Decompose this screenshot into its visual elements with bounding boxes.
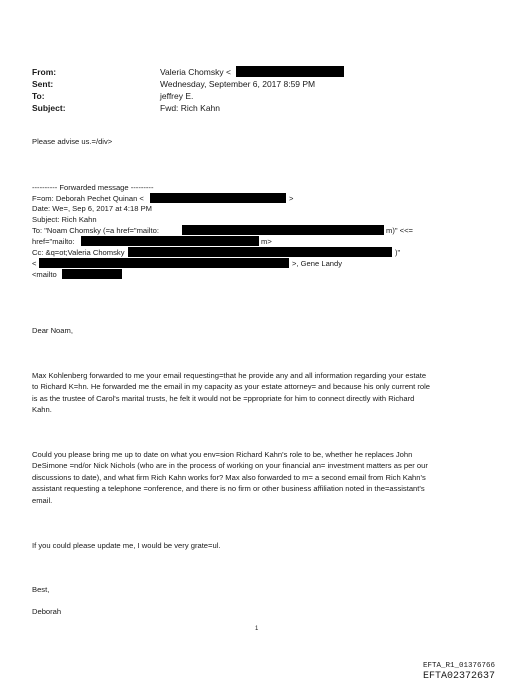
body-paragraph-3: If you could please update me, I would be very grate=ul. bbox=[32, 541, 221, 550]
fwd-lt-line: < bbox=[32, 259, 37, 268]
signature: Deborah bbox=[32, 607, 62, 616]
redaction-bar bbox=[128, 247, 392, 257]
redaction-bar bbox=[182, 225, 384, 235]
fwd-to-line: To: "Noam Chomsky (=a href="mailto: bbox=[32, 226, 159, 235]
subject-label: Subject: bbox=[32, 103, 66, 113]
paragraph-line: Max Kohlenberg forwarded to me your email requesting=that he provide any and all information regarding your estate bbox=[32, 371, 427, 380]
from-value: Valeria Chomsky < bbox=[160, 67, 231, 77]
subject-value: Fwd: Rich Kahn bbox=[160, 103, 220, 113]
to-value: jeffrey E. bbox=[160, 91, 194, 101]
to-label: To: bbox=[32, 91, 45, 101]
page-number: 1 bbox=[255, 626, 259, 632]
redaction-bar bbox=[39, 258, 289, 268]
fwd-mailto-line: <mailto bbox=[32, 270, 57, 279]
paragraph-line: Could you please bring me up to date on what you env=sion Richard Kahn's role to be, whether he replaces John bbox=[32, 450, 413, 459]
footer-id-1: EFTA_R1_01376766 bbox=[422, 662, 495, 670]
fwd-date-line: Date: We=, Sep 6, 2017 at 4:18 PM bbox=[32, 204, 152, 213]
fwd-from-line: F=om: Deborah Pechet Quinan < bbox=[32, 194, 144, 203]
fwd-gene-tail: >, Gene Landy bbox=[292, 259, 343, 268]
fwd-to-tail: m)" <<= bbox=[386, 226, 413, 235]
redaction-bar bbox=[236, 66, 344, 77]
fwd-cc-tail: )" bbox=[395, 248, 401, 257]
closing: Best, bbox=[32, 585, 50, 594]
paragraph-line: DeSimone =nd/or Nick Nichols (who are in the process of working on your financial an= investment matters as per our bbox=[32, 461, 428, 471]
fwd-cc-line: Cc: &q=ot;Valeria Chomsky bbox=[32, 248, 125, 257]
sent-value: Wednesday, September 6, 2017 8:59 PM bbox=[160, 79, 316, 89]
fwd-subject-line: Subject: Rich Kahn bbox=[32, 215, 97, 224]
fwd-href-line: href="mailto: bbox=[32, 237, 75, 246]
paragraph-line: is as the trustee of Carol's marital trusts, he felt it would not be =ppropriate for him to connect directly with Richard bbox=[32, 393, 415, 403]
sent-label: Sent: bbox=[32, 79, 54, 89]
paragraph-line: email. bbox=[32, 495, 53, 505]
footer-id-2: EFTA02372637 bbox=[422, 671, 495, 682]
intro-text: Please advise us.=/div> bbox=[32, 137, 113, 146]
forwarded-divider: ---------- Forwarded message --------- bbox=[32, 183, 154, 192]
body-paragraph-2 bbox=[32, 449, 488, 506]
paragraph-line: discussions to date), and what firm Rich Kahn works for? Max also forwarded to m= a second email from Rich Kahn's bbox=[32, 472, 426, 482]
redaction-bar bbox=[62, 269, 122, 279]
body-paragraph-1 bbox=[32, 370, 488, 416]
fwd-href-tail: m> bbox=[261, 237, 272, 246]
paragraph-line: assistant requesting a telephone =onference, and there is no firm or other business affiliation noted in the=assistant's bbox=[32, 484, 425, 494]
redaction-bar bbox=[150, 193, 286, 203]
paragraph-line: to Richard K=hn. He forwarded me the email in my capacity as your estate attorney= and because his only current role bbox=[32, 382, 431, 392]
paragraph-line: Kahn. bbox=[32, 405, 52, 415]
from-label: From: bbox=[32, 67, 57, 77]
fwd-from-tail: > bbox=[289, 194, 294, 203]
redaction-bar bbox=[81, 236, 259, 246]
greeting: Dear Noam, bbox=[32, 326, 73, 335]
